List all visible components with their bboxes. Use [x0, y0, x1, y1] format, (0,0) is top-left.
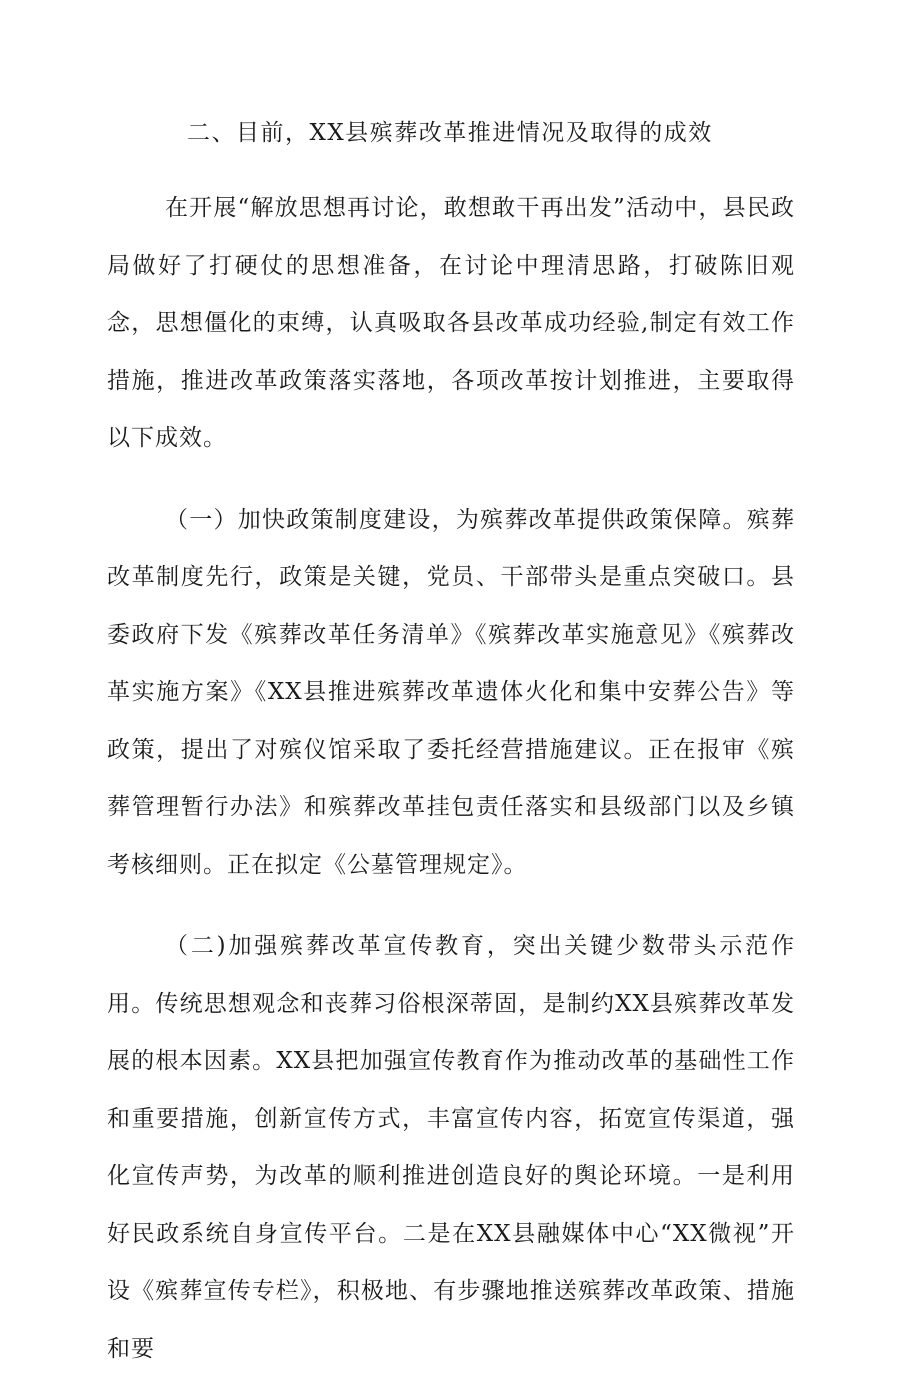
paragraph-policy-system: （一）加快政策制度建设，为殡葬改革提供政策保障。殡葬改革制度先行，政策是关键，党员、干部带头是重点突破口。县委政府下发《殡葬改革任务清单》《殡葬改革实施意见》《殡葬改革实施方案》《XX县推进殡葬改革遗体火化和集中安葬公告》等政策，提出了对殡仪馆采取了委托经营措施建议。正在报审《殡葬管理暂行办法》和殡葬改革挂包责任落实和县级部门以及乡镇考核细则。正在拟定《公墓管理规定》。 — [107, 506, 795, 878]
paragraph-intro: 在开展“解放思想再讨论，敢想敢干再出发”活动中，县民政局做好了打硬仗的思想准备，在讨论中理清思路，打破陈旧观念，思想僵化的束缚，认真吸取各县改革成功经验,制定有效工作措施，推进改革政策落实落地，各项改革按计划推进，主要取得以下成效。 — [107, 195, 795, 451]
paragraph-publicity-education: （二)加强殡葬改革宣传教育，突出关键少数带头示范作用。传统思想观念和丧葬习俗根深蒂固，是制约XX县殡葬改革发展的根本因素。XX县把加强宣传教育作为推动改革的基础性工作和重要措施，创新宣传方式，丰富宣传内容，拓宽宣传渠道，强化宣传声势，为改革的顺利推进创造良好的舆论环境。一是利用好民政系统自身宣传平台。二是在XX县融媒体中心“XX微视”开设《殡葬宣传专栏》，积极地、有步骤地推送殡葬改革政策、措施和要 — [107, 933, 795, 1362]
document-body — [107, 112, 795, 1378]
section-heading: 二、目前，XX县殡葬改革推进情况及取得的成效 — [187, 120, 713, 146]
